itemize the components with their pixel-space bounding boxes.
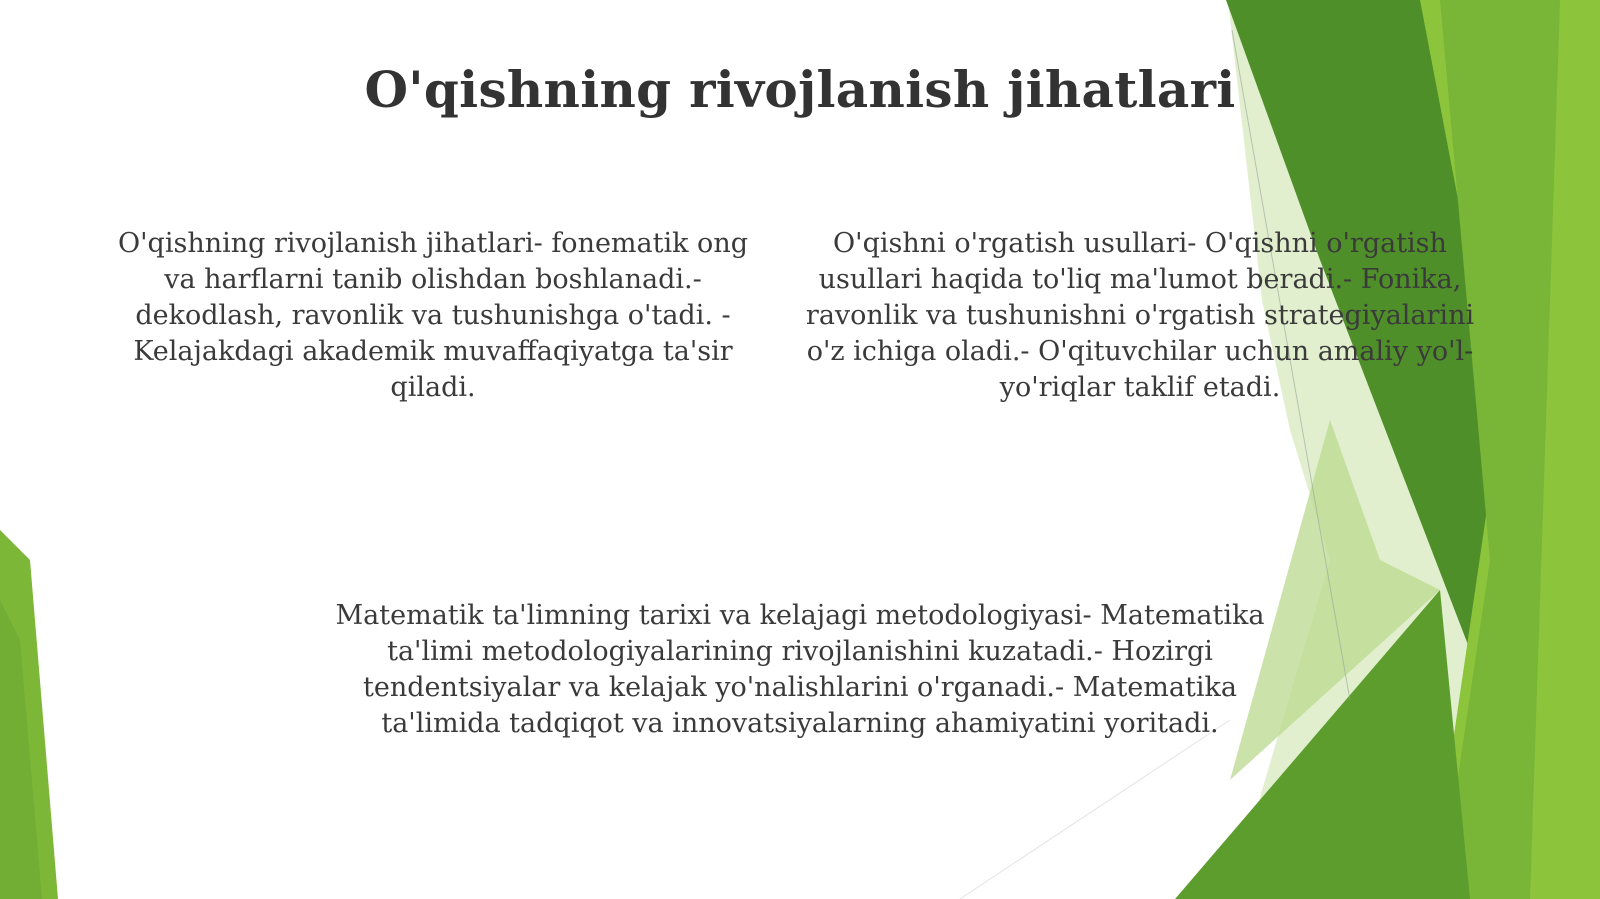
text-block-math-methodology: Matematik ta'limning tarixi va kelajagi metodologiyasi- Matematika ta'limi metodologiyalarining rivojlanishini kuzatadi.- Hozirgi tendentsiyalar va kelajak yo'nalishlarini o'rganadi.- Matematika ta'limida tadqiqot va innovatsiyalarning ahamiyatini yoritadi. <box>335 600 1265 739</box>
slide-title: O'qishning rivojlanish jihatlari <box>364 60 1236 119</box>
text-block-reading-aspects: O'qishning rivojlanish jihatlari- fonematik ong va harflarni tanib olishdan boshlanadi.- dekodlash, ravonlik va tushunishga o'tadi. - Kelajakdagi akademik muvaffaqiyatga ta'sir qiladi. <box>117 228 748 403</box>
text-block-reading-methods: O'qishni o'rgatish usullari- O'qishni o'rgatish usullari haqida to'liq ma'lumot beradi.- Fonika, ravonlik va tushunishni o'rgatish strategiyalarini o'z ichiga oladi.- O'qituvchilar uchun amaliy yo'l-yo'riqlar taklif etadi. <box>805 228 1475 403</box>
thin-line-2 <box>960 720 1230 899</box>
